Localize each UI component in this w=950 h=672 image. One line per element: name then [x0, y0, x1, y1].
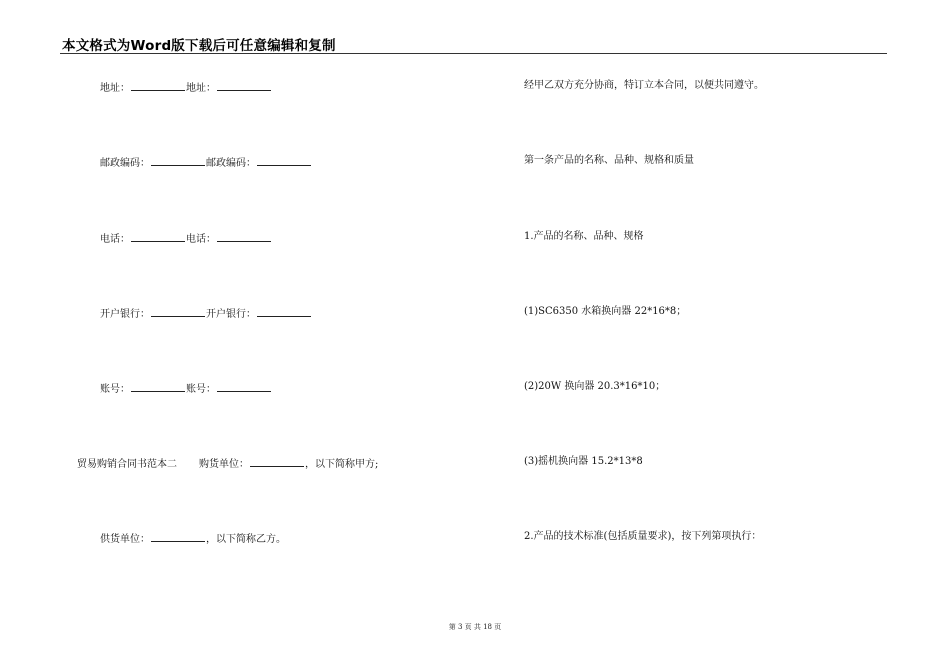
postcode-label-party-b: 邮政编码： [206, 158, 256, 169]
page-number-footer: 第 3 页 共 18 页 [448, 623, 502, 631]
product-item-2: (2)20W 换向器 20.3*16*10； [524, 381, 666, 392]
supplier-suffix: ，以下简称乙方。 [206, 534, 286, 545]
header-divider [60, 53, 887, 54]
phone-blank-party-b[interactable] [217, 230, 271, 242]
bank-label-party-b: 开户银行： [206, 309, 256, 320]
address-blank-party-a[interactable] [131, 79, 185, 91]
product-item-1: (1)SC6350 水箱换向器 22*16*8； [524, 306, 687, 317]
account-label-party-a: 账号： [100, 384, 130, 395]
account-blank-party-a[interactable] [131, 380, 185, 392]
article-one-heading: 第一条产品的名称、品种、规格和质量 [524, 155, 694, 166]
postcode-label-party-a: 邮政编码： [100, 158, 150, 169]
buyer-blank[interactable] [250, 455, 304, 467]
phone-blank-party-a[interactable] [131, 230, 185, 242]
bank-blank-party-a[interactable] [151, 305, 205, 317]
supplier-line [100, 530, 286, 547]
postcode-line [100, 154, 312, 171]
address-blank-party-b[interactable] [217, 79, 271, 91]
contract-title-line [77, 455, 378, 472]
postcode-blank-party-a[interactable] [151, 154, 205, 166]
supplier-label: 供货单位： [100, 534, 150, 545]
buyer-label: 购货单位： [199, 459, 249, 470]
bank-label-party-a: 开户银行： [100, 309, 150, 320]
postcode-blank-party-b[interactable] [257, 154, 311, 166]
account-blank-party-b[interactable] [217, 380, 271, 392]
phone-line [100, 230, 272, 247]
product-item-3: (3)摇机换向器 15.2*13*8 [524, 456, 643, 467]
bank-blank-party-b[interactable] [257, 305, 311, 317]
technical-standard-heading: 2.产品的技术标准(包括质量要求)，按下列第项执行： [524, 531, 762, 542]
page-header-title: 本文格式为Word版下载后可任意编辑和复制 [62, 38, 336, 54]
address-line [100, 79, 272, 96]
account-label-party-b: 账号： [186, 384, 216, 395]
buyer-suffix: ，以下简称甲方; [305, 459, 379, 470]
product-spec-heading: 1.产品的名称、品种、规格 [524, 231, 644, 242]
bank-line [100, 305, 312, 322]
address-label-party-b: 地址： [186, 83, 216, 94]
phone-label-party-b: 电话： [186, 234, 216, 245]
contract-title: 贸易购销合同书范本二 [77, 459, 177, 470]
address-label-party-a: 地址： [100, 83, 130, 94]
supplier-blank[interactable] [151, 530, 205, 542]
agreement-intro-text: 经甲乙双方充分协商，特订立本合同，以便共同遵守。 [524, 80, 764, 91]
account-line [100, 380, 272, 397]
phone-label-party-a: 电话： [100, 234, 130, 245]
